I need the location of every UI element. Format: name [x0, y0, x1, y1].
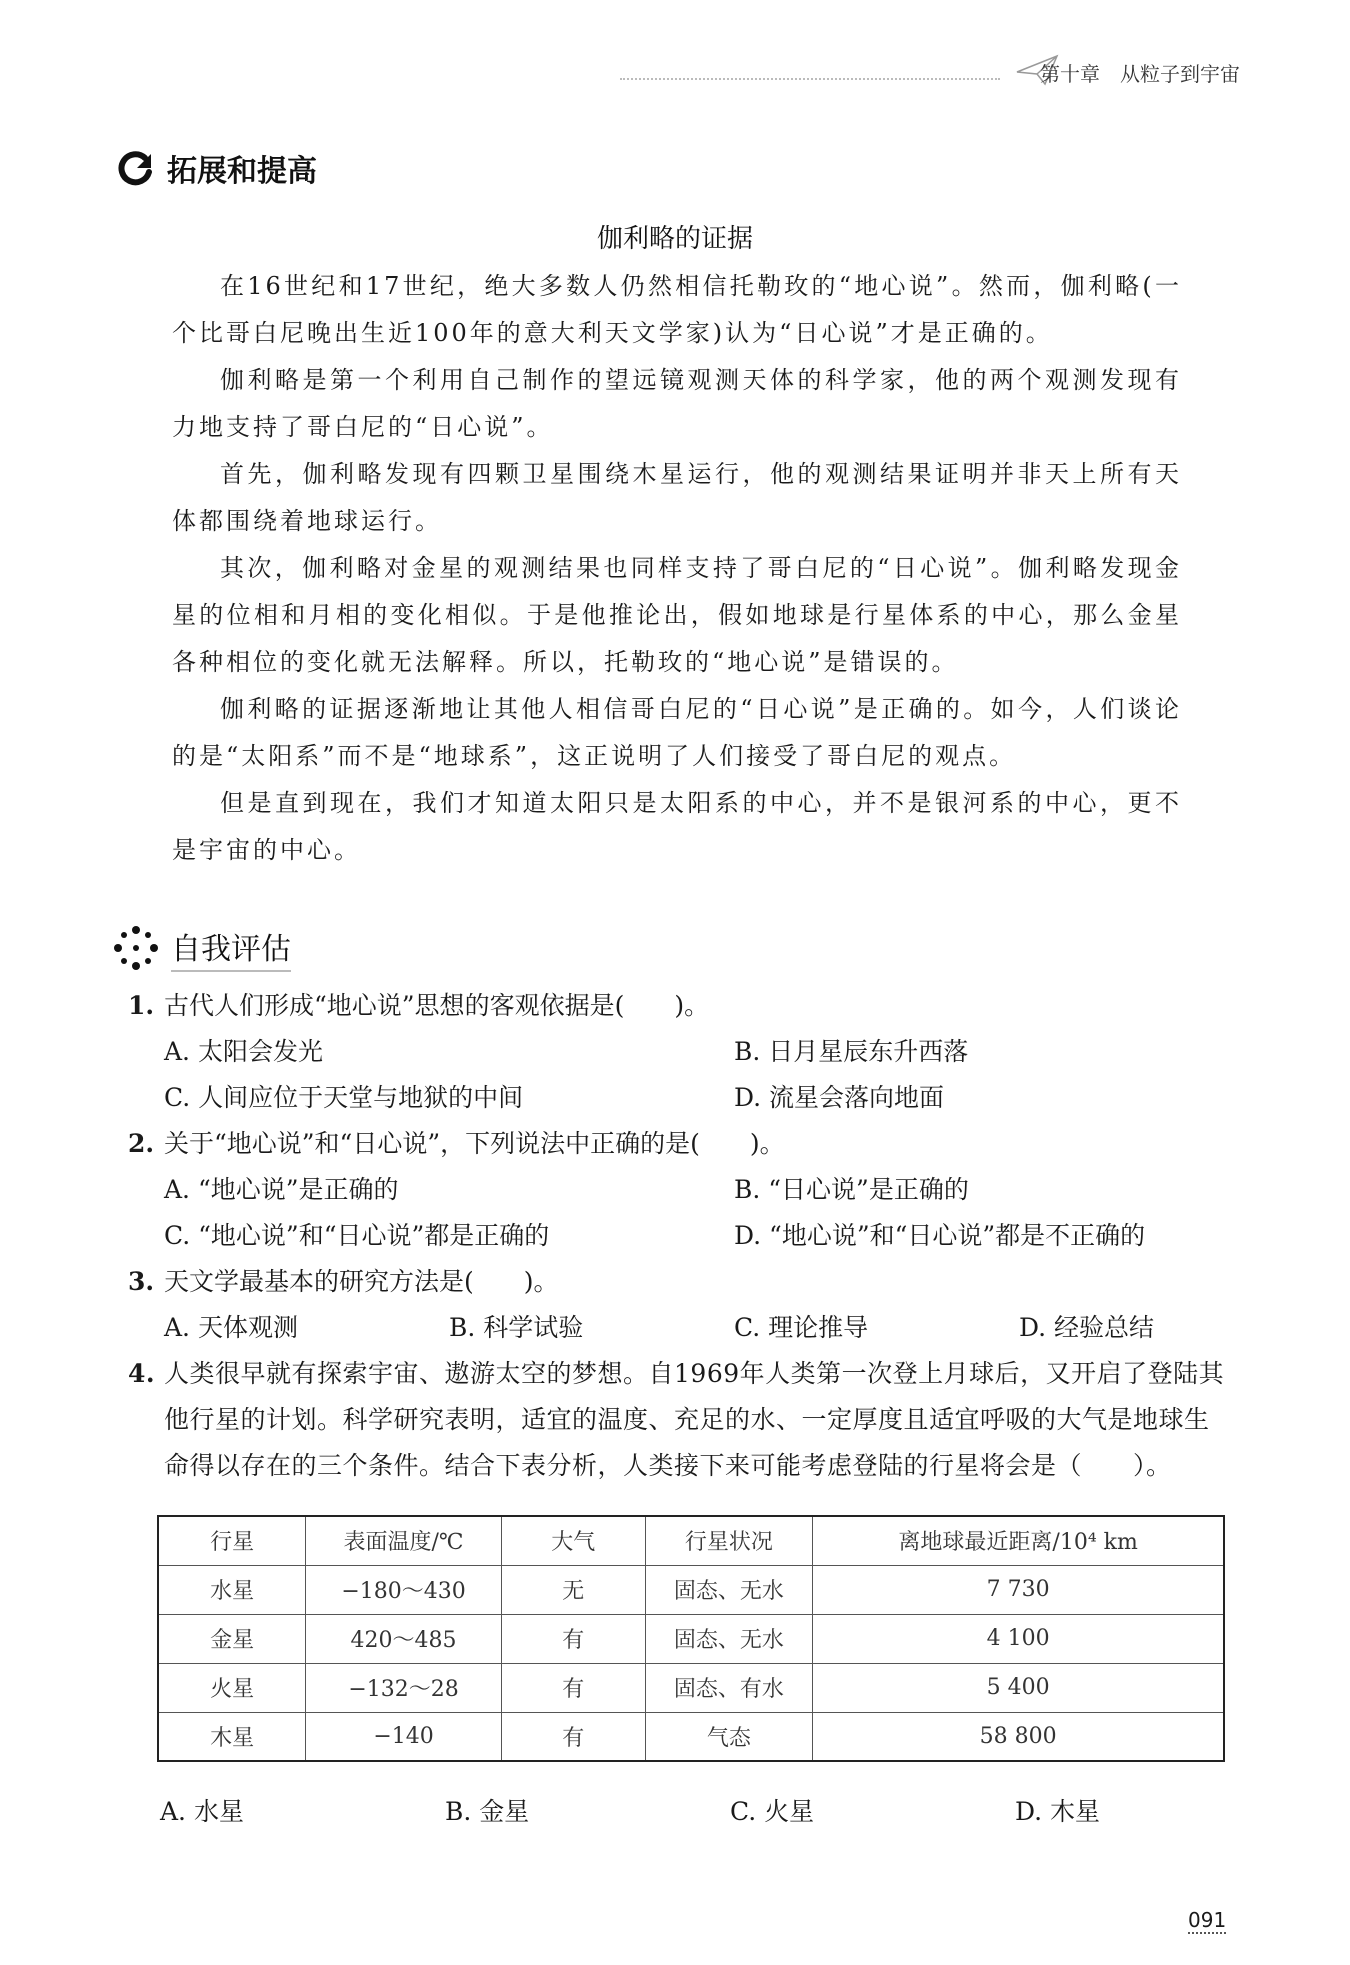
question-2	[128, 1121, 1228, 1259]
table-row	[158, 1712, 1224, 1761]
option-c: C. “地心说”和“日心说”都是正确的	[164, 1221, 550, 1250]
table-cell: 58 800	[813, 1712, 1224, 1761]
article-paragraph: 其次，伽利略对金星的观测结果也同样支持了哥白尼的“日心说”。伽利略发现金星的位相和月相的变化相似。于是他推论出，假如地球是行星体系的中心，那么金星各种相位的变化就无法解释。所以，托勒玫的“地心说”是错误的。	[172, 554, 1182, 676]
option-d: D. 木星	[1015, 1797, 1101, 1826]
article-title: 伽利略的证据	[596, 224, 753, 254]
table-header-cell: 行星状况	[645, 1516, 813, 1565]
article-paragraph: 伽利略的证据逐渐地让其他人相信哥白尼的“日心说”是正确的。如今，人们谈论的是“太阳系”而不是“地球系”，这正说明了人们接受了哥白尼的观点。	[172, 695, 1182, 770]
table-cell: 4 100	[813, 1614, 1224, 1663]
option-c: C. 人间应位于天堂与地狱的中间	[164, 1083, 524, 1112]
option-b: B. 日月星辰东升西落	[734, 1037, 969, 1066]
refresh-arrow-icon	[115, 148, 155, 188]
article-paragraph: 在16世纪和17世纪，绝大多数人仍然相信托勒玫的“地心说”。然而，伽利略(一个比哥白尼晚出生近100年的意大利天文学家)认为“日心说”才是正确的。	[172, 272, 1182, 347]
option-b: B. “日心说”是正确的	[734, 1175, 969, 1204]
planet-table	[157, 1515, 1225, 1762]
question-number: 4.	[128, 1359, 156, 1388]
option-a: A. 水星	[160, 1797, 244, 1826]
option-d: D. “地心说”和“日心说”都是不正确的	[734, 1221, 1146, 1250]
question-3	[128, 1259, 1228, 1351]
option-a: A. 太阳会发光	[164, 1037, 323, 1066]
table-cell: 气态	[645, 1712, 813, 1761]
table-cell: 有	[501, 1614, 645, 1663]
table-cell: 固态、无水	[645, 1614, 813, 1663]
article-body	[172, 263, 1182, 874]
table-cell: 固态、无水	[645, 1565, 813, 1614]
option-c: C. 理论推导	[734, 1313, 869, 1342]
chapter-title: 第十章 从粒子到宇宙	[1040, 62, 1240, 86]
option-d: D. 流星会落向地面	[734, 1083, 945, 1112]
page-header	[620, 48, 1240, 98]
option-a: A. 天体观测	[164, 1313, 298, 1342]
question-4-options	[160, 1792, 1260, 1828]
section-title: 自我评估	[171, 924, 291, 972]
table-row	[158, 1614, 1224, 1663]
table-row	[158, 1663, 1224, 1712]
table-cell: 420～485	[306, 1614, 502, 1663]
table-header-cell: 表面温度/℃	[306, 1516, 502, 1565]
article-paragraph: 伽利略是第一个利用自己制作的望远镜观测天体的科学家，他的两个观测发现有力地支持了哥白尼的“日心说”。	[172, 366, 1182, 441]
question-stem: 天文学最基本的研究方法是( )。	[164, 1267, 559, 1296]
question-number: 2.	[128, 1129, 155, 1158]
table-header-row	[158, 1516, 1224, 1565]
section-heading-self-eval	[113, 924, 291, 972]
table-cell: 有	[501, 1663, 645, 1712]
question-1	[128, 983, 1228, 1121]
option-b: B. 金星	[445, 1797, 530, 1826]
table-row	[158, 1565, 1224, 1614]
dots-circle-icon	[113, 925, 159, 971]
page-number: 091	[1188, 1908, 1227, 1932]
question-4	[128, 1351, 1228, 1489]
section-heading-extend	[115, 146, 317, 190]
table-cell: −140	[306, 1712, 502, 1761]
article-paragraph: 但是直到现在，我们才知道太阳只是太阳系的中心，并不是银河系的中心，更不是宇宙的中心。	[172, 789, 1182, 864]
option-d: D. 经验总结	[1019, 1313, 1155, 1342]
table-cell: 有	[501, 1712, 645, 1761]
question-number: 3.	[128, 1267, 155, 1296]
option-a: A. “地心说”是正确的	[164, 1175, 399, 1204]
question-stem: 古代人们形成“地心说”思想的客观依据是( )。	[164, 991, 710, 1020]
section-title: 拓展和提高	[167, 154, 317, 189]
table-header-cell: 大气	[501, 1516, 645, 1565]
table-cell: 无	[501, 1565, 645, 1614]
table-cell: 5 400	[813, 1663, 1224, 1712]
table-header-cell: 行星	[158, 1516, 306, 1565]
planet-table-container	[157, 1515, 1225, 1762]
option-b: B. 科学试验	[449, 1313, 584, 1342]
question-stem: 关于“地心说”和“日心说”，下列说法中正确的是( )。	[164, 1129, 785, 1158]
table-cell: 金星	[158, 1614, 306, 1663]
table-header-cell: 离地球最近距离/10⁴ km	[813, 1516, 1224, 1565]
table-cell: −132～28	[306, 1663, 502, 1712]
table-cell: 7 730	[813, 1565, 1224, 1614]
question-number: 1.	[128, 991, 155, 1020]
question-stem: 人类很早就有探索宇宙、遨游太空的梦想。自1969年人类第一次登上月球后，又开启了登陆其他行星的计划。科学研究表明，适宜的温度、充足的水、一定厚度且适宜呼吸的大气是地球生命得以存在的三个条件。结合下表分析，人类接下来可能考虑登陆的行星将会是（ ）。	[164, 1359, 1225, 1480]
article-paragraph: 首先，伽利略发现有四颗卫星围绕木星运行，他的观测结果证明并非天上所有天体都围绕着地球运行。	[172, 460, 1182, 535]
question-list	[128, 983, 1228, 1489]
table-cell: 火星	[158, 1663, 306, 1712]
option-c: C. 火星	[730, 1797, 815, 1826]
header-dotted-line	[620, 78, 1000, 80]
table-cell: 固态、有水	[645, 1663, 813, 1712]
table-cell: 木星	[158, 1712, 306, 1761]
table-cell: 水星	[158, 1565, 306, 1614]
table-cell: −180～430	[306, 1565, 502, 1614]
